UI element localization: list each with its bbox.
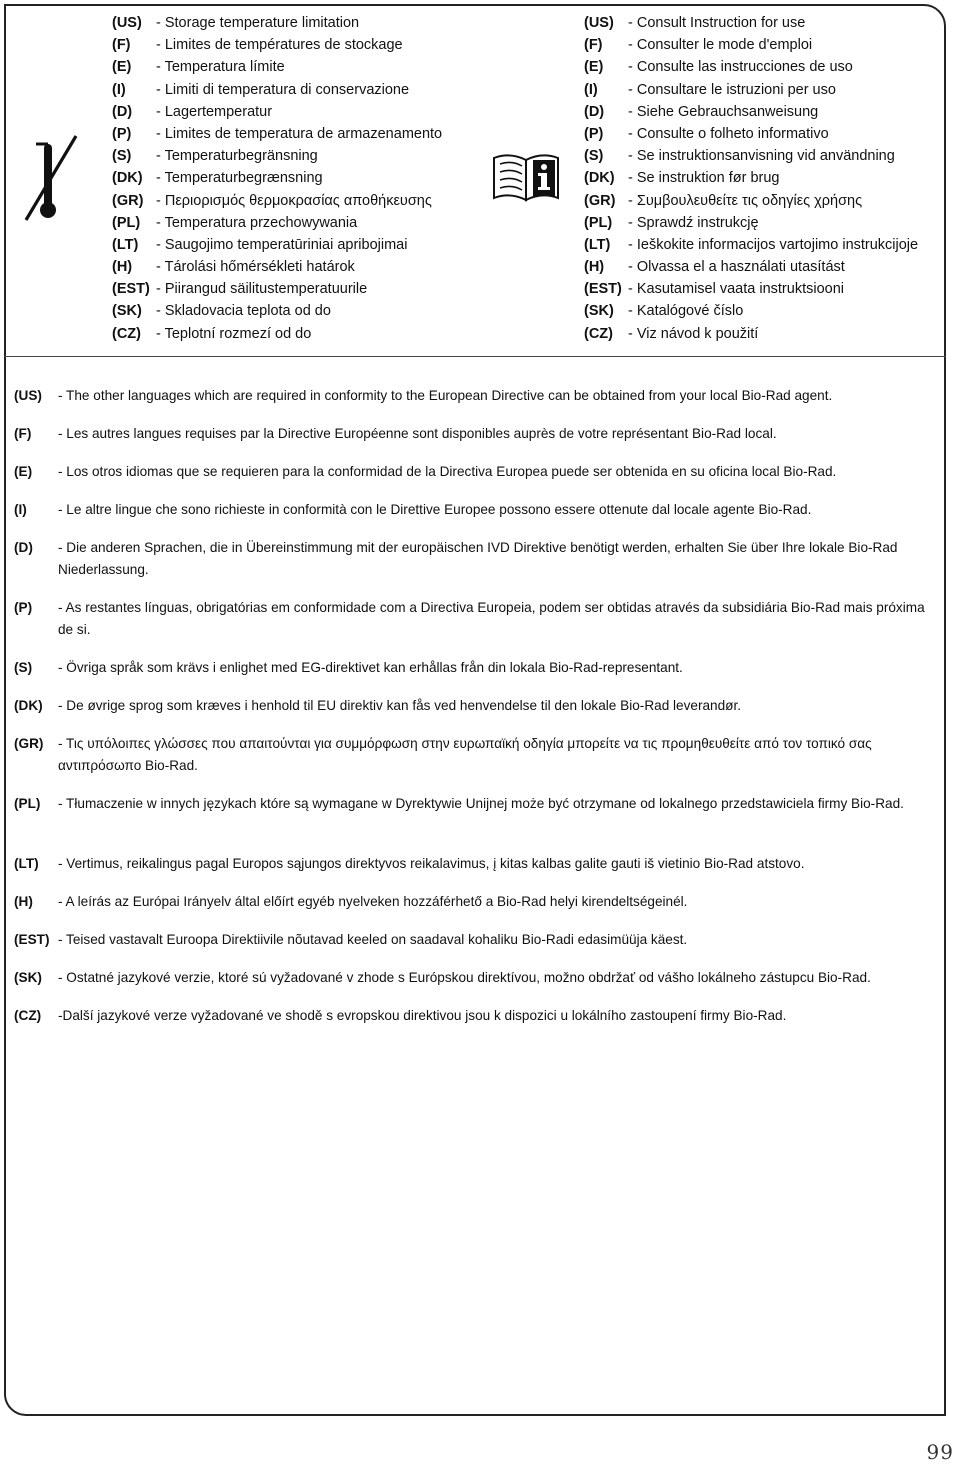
lang-code: (GR) bbox=[112, 192, 144, 209]
note-item bbox=[14, 695, 942, 733]
storage-text: - Skladovacia teplota od do bbox=[156, 303, 331, 320]
lang-code: (SK) bbox=[14, 970, 42, 985]
lang-code: (P) bbox=[112, 125, 132, 142]
lang-code: (GR) bbox=[584, 192, 616, 209]
lang-code: (P) bbox=[14, 600, 33, 615]
instruction-row bbox=[584, 101, 918, 123]
lang-code: (EST) bbox=[584, 281, 622, 298]
instruction-text: - Consulter le mode d'emploi bbox=[628, 37, 813, 54]
note-item bbox=[14, 657, 942, 695]
instruction-text: - Consultare le istruzioni per uso bbox=[628, 81, 836, 98]
lang-code: (P) bbox=[584, 125, 604, 142]
lang-code: (DK) bbox=[584, 170, 615, 187]
storage-row bbox=[112, 300, 442, 322]
lang-code: (S) bbox=[112, 148, 132, 165]
instruction-text: - Siehe Gebrauchsanweisung bbox=[628, 103, 819, 120]
language-notes bbox=[14, 385, 942, 1043]
instruction-text: - Ieškokite informacijos vartojimo instrukcijoje bbox=[628, 236, 919, 253]
note-text: - Tłumaczenie w innych językach które są wymagane w Dyrektywie Unijnej może być otrzymane od lokalnego przedstawiciela firmy Bio-Rad. bbox=[58, 796, 904, 811]
note-item bbox=[14, 385, 942, 423]
note-text: - De øvrige sprog som kræves i henhold til EU direktiv kan fås ved henvendelse til den lokale Bio-Rad leverandør. bbox=[58, 698, 742, 713]
instruction-row bbox=[584, 34, 918, 56]
storage-text: - Limites de temperatura de armazenamento bbox=[156, 125, 443, 142]
instruction-row bbox=[584, 323, 918, 345]
lang-code: (D) bbox=[584, 103, 605, 120]
note-text: - The other languages which are required in conformity to the European Directive can be obtained from your local Bio-Rad agent. bbox=[58, 388, 833, 403]
lang-code: (CZ) bbox=[112, 325, 141, 342]
storage-row bbox=[112, 234, 442, 256]
note-item bbox=[14, 461, 942, 499]
instruction-text: - Consulte las instrucciones de uso bbox=[628, 59, 853, 76]
storage-text: - Teplotní rozmezí od do bbox=[156, 325, 312, 342]
lang-code: (US) bbox=[112, 15, 142, 31]
instruction-text: - Συμβουλευθείτε τις οδηγίες χρήσης bbox=[628, 192, 863, 209]
storage-text: - Lagertemperatur bbox=[156, 103, 273, 120]
note-text: - Vertimus, reikalingus pagal Europos sąjungos direktyvos reikalavimus, į kitas kalbas galite gauti iš vietinio Bio-Rad atstovo. bbox=[58, 856, 805, 871]
lang-code: (F) bbox=[584, 37, 603, 54]
storage-row bbox=[112, 323, 442, 345]
note-item bbox=[14, 1005, 942, 1043]
instruction-text: - Viz návod k použití bbox=[628, 325, 759, 342]
note-text: - Ostatné jazykové verzie, ktoré sú vyžadované v zhode s Európskou direktívou, možno obdržať od vášho lokálneho zástupcu Bio-Rad. bbox=[58, 970, 871, 985]
lang-code: (DK) bbox=[14, 698, 43, 713]
lang-code: (GR) bbox=[14, 736, 44, 751]
storage-row bbox=[112, 278, 442, 300]
lang-code: (PL) bbox=[14, 796, 41, 811]
lang-code: (PL) bbox=[112, 214, 141, 231]
lang-code: (F) bbox=[112, 37, 131, 54]
note-item bbox=[14, 891, 942, 929]
instruction-row bbox=[584, 123, 918, 145]
storage-row bbox=[112, 101, 442, 123]
instruction-text: - Consulte o folheto informativo bbox=[628, 125, 829, 142]
storage-row bbox=[112, 145, 442, 167]
note-item bbox=[14, 597, 942, 657]
note-text: - Teised vastavalt Euroopa Direktiivile nõutavad keeled on saadaval kohaliku Bio-Radi edasimüüja käest. bbox=[58, 932, 688, 947]
instruction-row bbox=[584, 234, 918, 256]
lang-code: (F) bbox=[14, 426, 32, 441]
lang-code: (E) bbox=[14, 464, 33, 479]
note-text: - Les autres langues requises par la Directive Européenne sont disponibles auprès de votre représentant Bio-Rad local. bbox=[58, 426, 777, 441]
lang-code: (CZ) bbox=[14, 1008, 42, 1023]
lang-code: (E) bbox=[112, 59, 132, 76]
storage-row bbox=[112, 34, 442, 56]
instruction-row bbox=[584, 145, 918, 167]
storage-text: - Piirangud säilitustemperatuurile bbox=[156, 281, 368, 298]
note-item bbox=[14, 967, 942, 1005]
note-item bbox=[14, 793, 942, 853]
storage-row bbox=[112, 56, 442, 78]
lang-code: (SK) bbox=[584, 303, 614, 320]
storage-text: - Temperatura przechowywania bbox=[156, 214, 358, 231]
storage-row bbox=[112, 79, 442, 101]
page-number: 99 bbox=[926, 1440, 954, 1464]
instructions-list bbox=[584, 12, 918, 345]
storage-text: - Temperaturbegränsning bbox=[156, 148, 318, 165]
lang-code: (US) bbox=[584, 15, 614, 31]
lang-code: (H) bbox=[584, 259, 605, 276]
note-text: - Övriga språk som krävs i enlighet med EG-direktivet kan erhållas från din lokala Bio-Rad-representant. bbox=[58, 660, 683, 675]
instruction-row bbox=[584, 300, 918, 322]
lang-code: (I) bbox=[584, 81, 598, 98]
instruction-row bbox=[584, 212, 918, 234]
storage-row bbox=[112, 212, 442, 234]
storage-text: - Limites de températures de stockage bbox=[156, 37, 403, 54]
lang-code: (CZ) bbox=[584, 325, 613, 342]
lang-code: (LT) bbox=[112, 236, 139, 253]
instruction-book-icon bbox=[492, 150, 560, 202]
instruction-text: - Kasutamisel vaata instruktsiooni bbox=[628, 281, 844, 298]
lang-code: (EST) bbox=[112, 281, 150, 298]
note-text: - Τις υπόλοιπες γλώσσες που απαιτούνται για συμμόρφωση στην ευρωπαϊκή οδηγία μπορείτε να τις προμηθευθείτε από τον τοπικό σας αντιπρόσωπο Bio-Rad. bbox=[58, 736, 872, 773]
note-text: - A leírás az Európai Irányelv által előírt egyéb nyelveken hozzáférhető a Bio-Rad helyi kirendeltségeinél. bbox=[58, 894, 688, 909]
instruction-row bbox=[584, 56, 918, 78]
lang-code: (LT) bbox=[584, 236, 611, 253]
note-item bbox=[14, 929, 942, 967]
storage-row bbox=[112, 12, 442, 34]
storage-row bbox=[112, 167, 442, 189]
instruction-row bbox=[584, 167, 918, 189]
instruction-row bbox=[584, 190, 918, 212]
instruction-row bbox=[584, 278, 918, 300]
storage-row bbox=[112, 190, 442, 212]
instruction-row bbox=[584, 256, 918, 278]
storage-text: - Temperatura límite bbox=[156, 59, 285, 76]
note-item bbox=[14, 537, 942, 597]
instruction-text: - Olvassa el a használati utasítást bbox=[628, 259, 845, 276]
note-item bbox=[14, 499, 942, 537]
instruction-row bbox=[584, 79, 918, 101]
lang-code: (H) bbox=[112, 259, 133, 276]
note-item bbox=[14, 853, 942, 891]
lang-code: (S) bbox=[584, 148, 604, 165]
note-text: - Los otros idiomas que se requieren para la conformidad de la Directiva Europea puede ser obtenida en su oficina local Bio-Rad. bbox=[58, 464, 837, 479]
lang-code: (E) bbox=[584, 59, 604, 76]
instruction-text: - Katalógové číslo bbox=[628, 303, 744, 320]
lang-code: (I) bbox=[112, 81, 126, 98]
lang-code: (EST) bbox=[14, 932, 50, 947]
lang-code: (LT) bbox=[14, 856, 39, 871]
note-text: - Die anderen Sprachen, die in Übereinstimmung mit der europäischen IVD Direktive benötigt werden, erhalten Sie über Ihre lokale Bio-Rad Niederlassung. bbox=[58, 540, 898, 577]
lang-code: (DK) bbox=[112, 170, 143, 187]
note-item bbox=[14, 423, 942, 461]
lang-code: (I) bbox=[14, 502, 27, 517]
instruction-text: - Sprawdź instrukcję bbox=[628, 214, 759, 231]
storage-row bbox=[112, 123, 442, 145]
note-item bbox=[14, 733, 942, 793]
instruction-row bbox=[584, 12, 918, 34]
note-text: -Další jazykové verze vyžadované ve shodě s evropskou direktivou jsou k dispozici u lokálního zastoupení firmy Bio-Rad. bbox=[58, 1008, 787, 1023]
thermometer-limit-icon bbox=[16, 134, 86, 224]
storage-text: - Περιορισμός θερμοκρασίας αποθήκευσης bbox=[156, 192, 432, 209]
storage-row bbox=[112, 256, 442, 278]
lang-code: (US) bbox=[14, 388, 42, 403]
lang-code: (PL) bbox=[584, 214, 613, 231]
instruction-text: - Consult Instruction for use bbox=[628, 15, 806, 31]
lang-code: (S) bbox=[14, 660, 33, 675]
lang-code: (SK) bbox=[112, 303, 142, 320]
storage-text: - Tárolási hőmérsékleti határok bbox=[156, 259, 355, 276]
instruction-text: - Se instruktion før brug bbox=[628, 170, 780, 187]
section-divider bbox=[4, 356, 946, 357]
note-text: - Le altre lingue che sono richieste in conformità con le Direttive Europee possono essere ottenute dal locale agente Bio-Rad. bbox=[58, 502, 812, 517]
instruction-text: - Se instruktionsanvisning vid användning bbox=[628, 148, 895, 165]
lang-code: (D) bbox=[14, 540, 33, 555]
storage-temperature-list bbox=[112, 12, 442, 345]
lang-code: (D) bbox=[112, 103, 133, 120]
lang-code: (H) bbox=[14, 894, 33, 909]
storage-text: - Saugojimo temperatūriniai apribojimai bbox=[156, 236, 408, 253]
storage-text: - Temperaturbegrænsning bbox=[156, 170, 323, 187]
storage-text: - Storage temperature limitation bbox=[156, 15, 360, 31]
note-text: - As restantes línguas, obrigatórias em conformidade com a Directiva Europeia, podem ser obtidas através da subsidiária Bio-Rad mais próxima de si. bbox=[58, 600, 925, 637]
storage-text: - Limiti di temperatura di conservazione bbox=[156, 81, 410, 98]
